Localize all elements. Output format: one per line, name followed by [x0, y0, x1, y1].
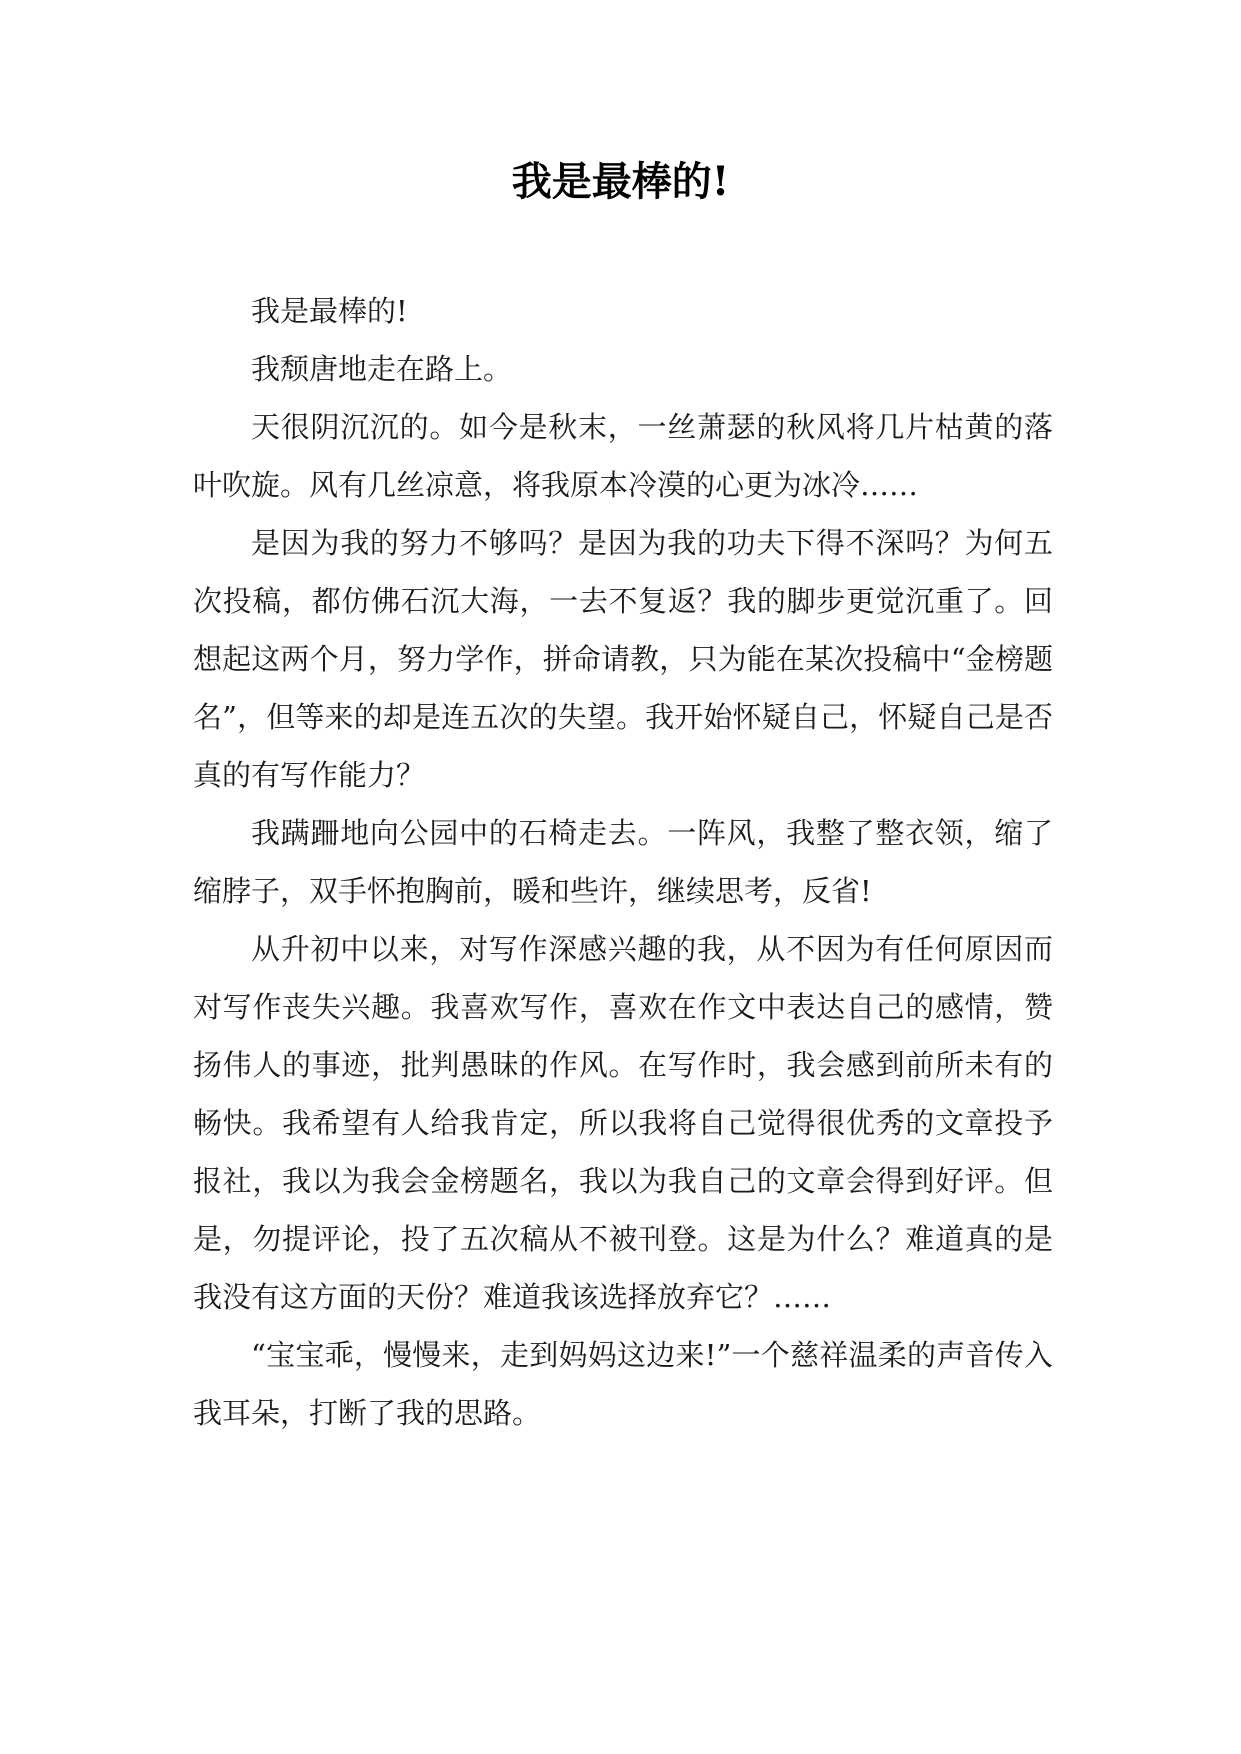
- document-body: [193, 282, 1053, 1442]
- paragraph: “宝宝乖，慢慢来，走到妈妈这边来!”一个慈祥温柔的声音传入我耳朵，打断了我的思路。: [193, 1338, 1053, 1430]
- paragraph: 我是最棒的!: [251, 294, 408, 328]
- paragraph: 我蹒跚地向公园中的石椅走去。一阵风，我整了整衣领，缩了缩脖子，双手怀抱胸前，暖和些许，继续思考，反省!: [193, 816, 1053, 908]
- paragraph: 我颓唐地走在路上。: [251, 352, 513, 386]
- paragraph: 是因为我的努力不够吗？是因为我的功夫下得不深吗？为何五次投稿，都仿佛石沉大海，一去不复返？我的脚步更觉沉重了。回想起这两个月，努力学作，拼命请教，只为能在某次投稿中“金榜题名”，但等来的却是连五次的失望。我开始怀疑自己，怀疑自己是否真的有写作能力？: [193, 526, 1053, 792]
- paragraph: 从升初中以来，对写作深感兴趣的我，从不因为有任何原因而对写作丧失兴趣。我喜欢写作，喜欢在作文中表达自己的感情，赞扬伟人的事迹，批判愚昧的作风。在写作时，我会感到前所未有的畅快。我希望有人给我肯定，所以我将自己觉得很优秀的文章投予报社，我以为我会金榜题名，我以为我自己的文章会得到好评。但是，勿提评论，投了五次稿从不被刊登。这是为什么？难道真的是我没有这方面的天份？难道我该选择放弃它？……: [193, 932, 1053, 1314]
- document-title: 我是最棒的!: [511, 158, 730, 205]
- paragraph: 天很阴沉沉的。如今是秋末，一丝萧瑟的秋风将几片枯黄的落叶吹旋。风有几丝凉意，将我原本冷漠的心更为冰冷……: [193, 410, 1053, 502]
